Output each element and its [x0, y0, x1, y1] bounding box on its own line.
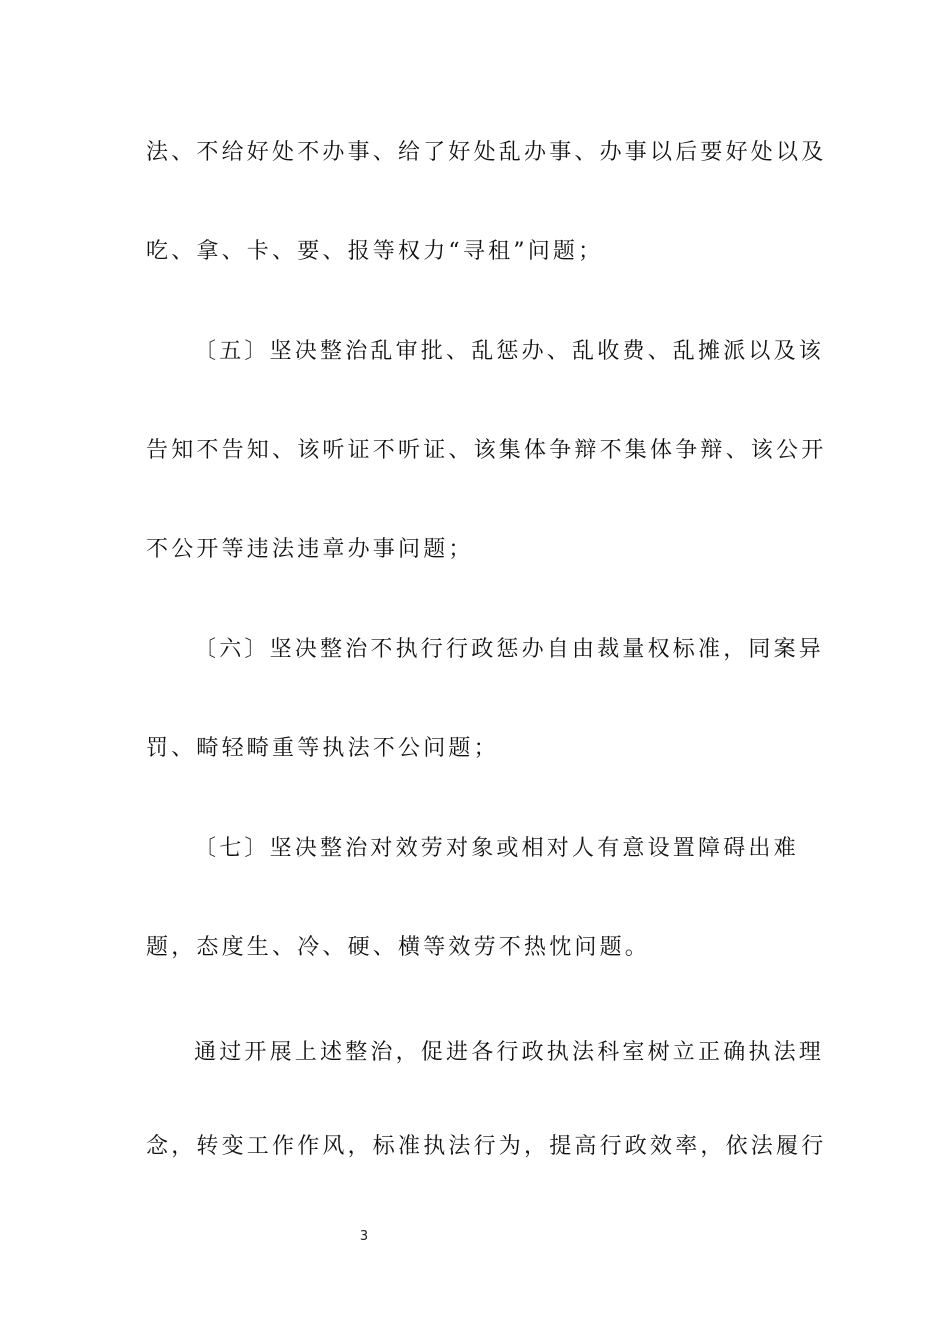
paragraph-line: 〔六〕坚决整治不执行行政惩办自由裁量权标准，同案异	[194, 637, 825, 662]
paragraph-line: 法、不给好处不办事、给了好处乱办事、办事以后要好处以及	[146, 140, 827, 165]
paragraph-line: 〔七〕坚决整治对效劳对象或相对人有意设置障碍出难	[194, 836, 799, 861]
paragraph-line: 〔五〕坚决整治乱审批、乱惩办、乱收费、乱摊派以及该	[194, 339, 825, 364]
page-number: 3	[359, 1229, 369, 1244]
paragraph-line: 题，态度生、冷、硬、横等效劳不热忱问题。	[146, 935, 651, 960]
paragraph-line: 通过开展上述整治，促进各行政执法科室树立正确执法理	[194, 1040, 825, 1065]
paragraph-line: 吃、拿、卡、要、报等权力“寻租”问题；	[146, 239, 604, 264]
paragraph-line: 念，转变工作作风，标准执法行为，提高行政效率，依法履行	[146, 1134, 827, 1159]
paragraph-line: 不公开等违法违章办事问题；	[146, 537, 474, 562]
paragraph-line: 罚、畸轻畸重等执法不公问题；	[146, 736, 499, 761]
paragraph-line: 告知不告知、该听证不听证、该集体争辩不集体争辩、该公开	[146, 438, 827, 463]
